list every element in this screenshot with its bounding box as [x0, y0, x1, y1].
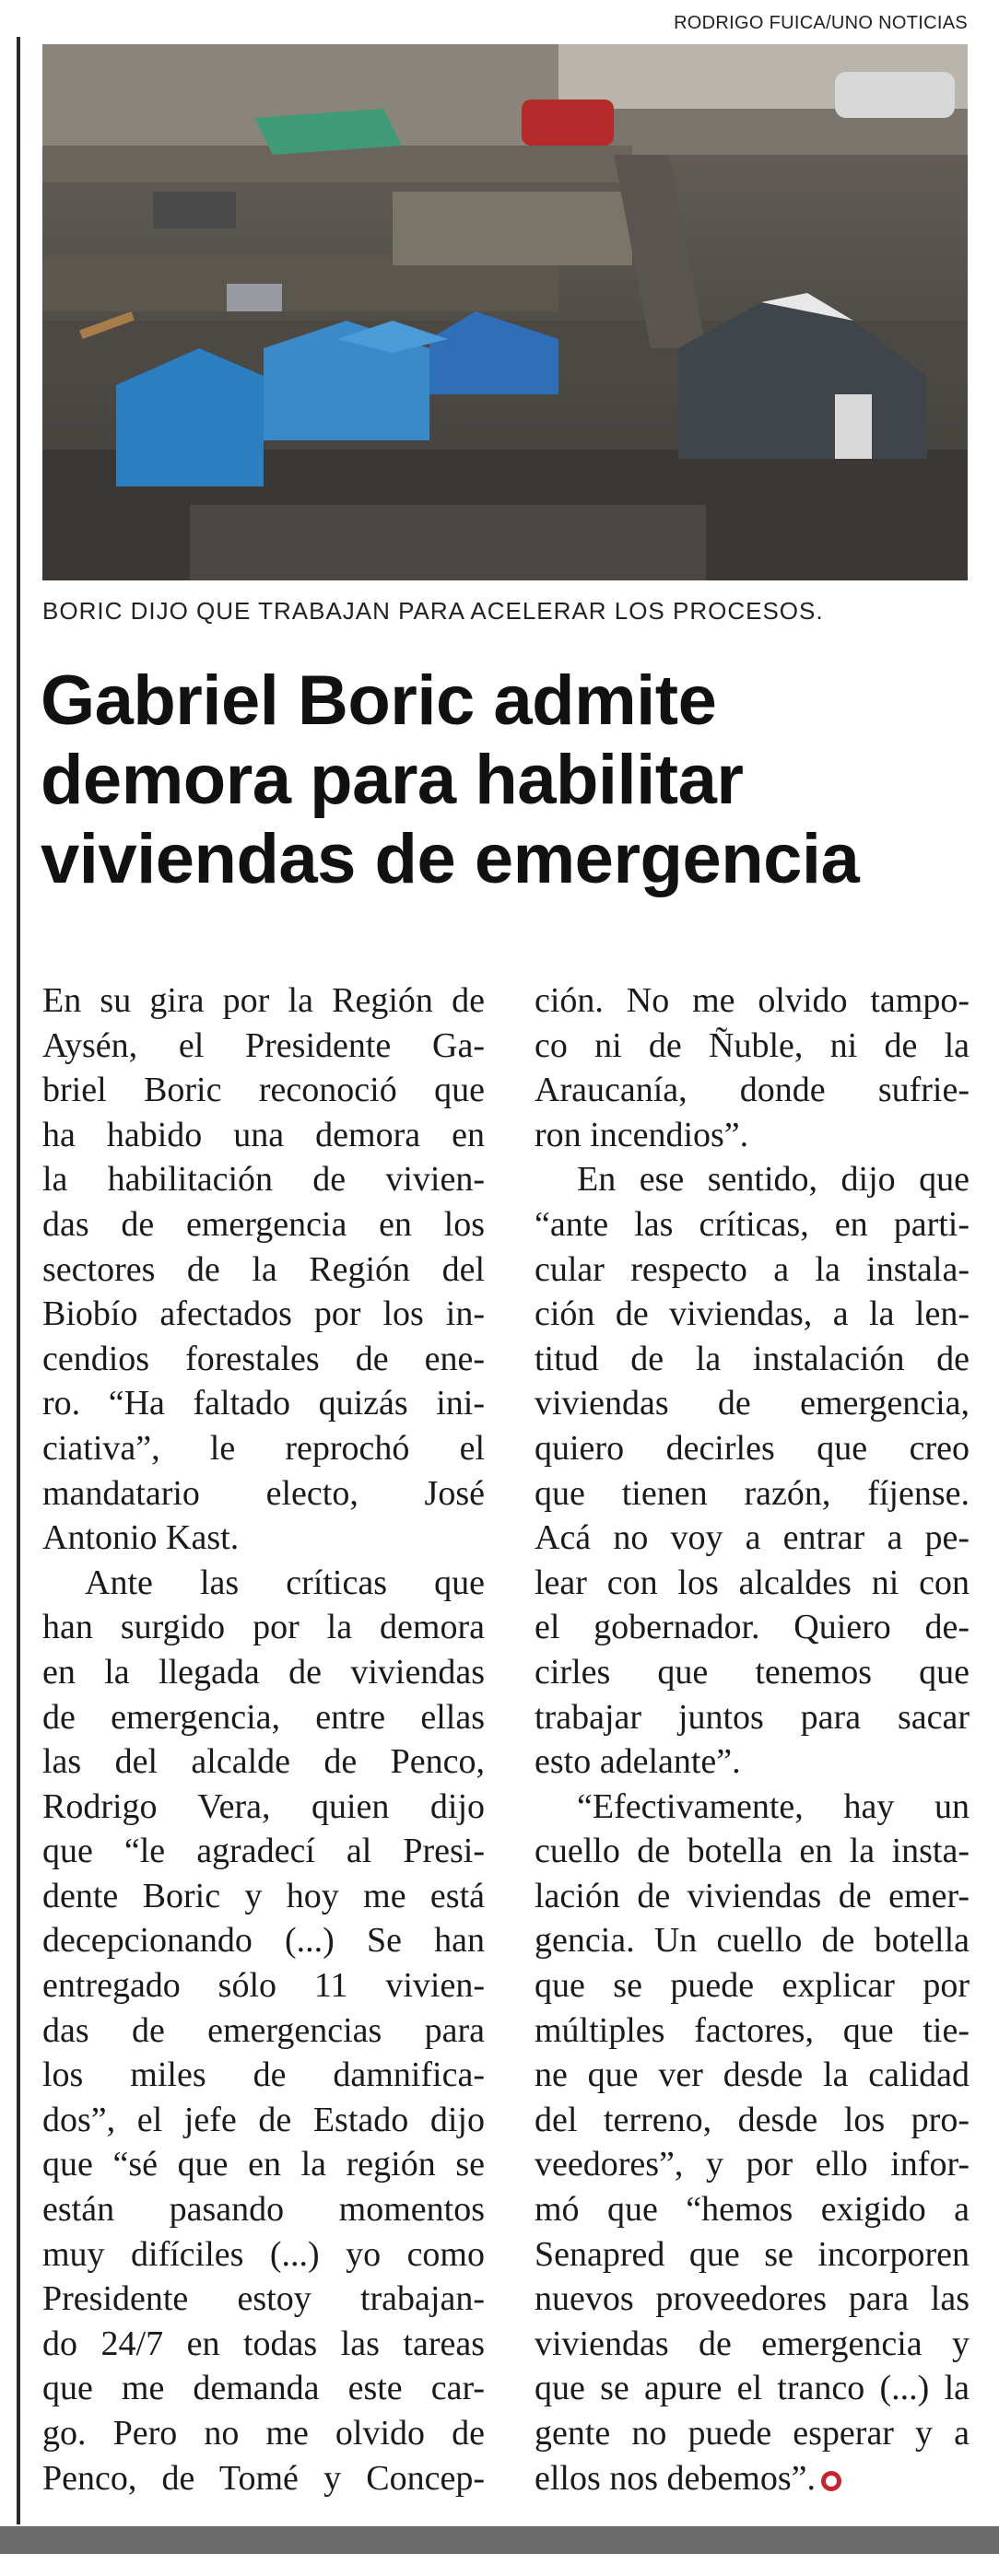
- text-line: que se apure el tranco (...) la: [535, 2369, 970, 2408]
- text-line: titud de la instalación de: [535, 1339, 970, 1378]
- text-line: ha habido una demora en: [42, 1115, 485, 1154]
- text-line: quiero decirles que creo: [535, 1428, 970, 1468]
- text-line: mandatario electo, José: [42, 1473, 485, 1513]
- text-line: briel Boric reconoció que: [42, 1071, 485, 1110]
- news-photo: [42, 44, 968, 580]
- text-line: que tienen razón, fíjense.: [535, 1473, 970, 1513]
- text-line: trabajar juntos para sacar: [535, 1697, 970, 1737]
- text-line: cuello de botella en la insta-: [535, 1832, 970, 1871]
- text-line: están pasando momentos: [42, 2190, 485, 2230]
- text-line: dos”, el jefe de Estado dijo: [42, 2100, 485, 2139]
- text-line: el gobernador. Quiero de-: [535, 1608, 970, 1647]
- text-line: mó que “hemos exigido a: [535, 2190, 970, 2230]
- headline-line: demora para habilitar: [41, 741, 744, 819]
- text-line: que “le agradecí al Presi-: [42, 1832, 485, 1871]
- text-line: das de emergencia en los: [42, 1204, 485, 1244]
- article-column-left: [42, 978, 485, 2500]
- text-line: ron incendios”.: [535, 1115, 749, 1154]
- text-line: gencia. Un cuello de botella: [535, 1921, 970, 1961]
- text-line: ción de viviendas, a la len-: [535, 1294, 970, 1334]
- headline: [41, 662, 971, 899]
- text-line-final: [535, 2456, 970, 2501]
- article-column-right: [535, 978, 970, 2500]
- text-line: Senapred que se incorporen: [535, 2234, 970, 2274]
- text-line: las del alcalde de Penco,: [42, 1742, 485, 1782]
- photo-caption: BORIC DIJO QUE TRABAJAN PARA ACELERAR LOS PROCESOS.: [42, 597, 824, 625]
- text-line: del terreno, desde los pro-: [535, 2100, 970, 2139]
- text-line: en la llegada de viviendas: [42, 1652, 485, 1692]
- text-line-final-text: ellos nos debemos”.: [535, 2458, 817, 2498]
- text-line: viviendas de emergencia y: [535, 2324, 970, 2363]
- text-line: cirles que tenemos que: [535, 1652, 970, 1692]
- text-line: En ese sentido, dijo que: [577, 1160, 970, 1200]
- text-line: go. Pero no me olvido de: [42, 2414, 485, 2453]
- text-line: ne que ver desde la calidad: [535, 2055, 970, 2095]
- text-line: “ante las críticas, en parti-: [535, 1204, 970, 1244]
- text-line: nuevos proveedores para las: [535, 2279, 970, 2319]
- text-line: cendios forestales de ene-: [42, 1339, 485, 1378]
- text-line: Ante las críticas que: [85, 1563, 485, 1602]
- text-line: que se puede explicar por: [535, 1966, 970, 2006]
- text-line: ciativa”, le reprochó el: [42, 1428, 485, 1468]
- end-of-article-icon: [821, 2471, 841, 2491]
- text-line: Aysén, el Presidente Ga-: [42, 1025, 485, 1065]
- text-line: co ni de Ñuble, ni de la: [535, 1025, 970, 1065]
- text-line: Presidente estoy trabajan-: [42, 2279, 485, 2319]
- text-line: veedores”, y por ello infor-: [535, 2145, 970, 2184]
- text-line: lear con los alcaldes ni con: [535, 1563, 970, 1602]
- text-line: Penco, de Tomé y Concep-: [42, 2458, 485, 2498]
- text-line: han surgido por la demora: [42, 1608, 485, 1647]
- text-line: muy difíciles (...) yo como: [42, 2234, 485, 2274]
- text-line: do 24/7 en todas las tareas: [42, 2324, 485, 2363]
- text-line: de emergencia, entre ellas: [42, 1697, 485, 1737]
- text-line: En su gira por la Región de: [42, 981, 485, 1020]
- headline-line: Gabriel Boric admite: [41, 662, 717, 740]
- text-line: esto adelante”.: [535, 1742, 741, 1782]
- text-line: sectores de la Región del: [42, 1249, 485, 1289]
- text-line: cular respecto a la instala-: [535, 1249, 970, 1289]
- text-line: Acá no voy a entrar a pe-: [535, 1518, 970, 1558]
- text-line: la habilitación de vivien-: [42, 1160, 485, 1200]
- column-rule-left: [17, 37, 20, 2524]
- text-line: Biobío afectados por los in-: [42, 1294, 485, 1334]
- headline-line: viviendas de emergencia: [41, 820, 860, 898]
- text-line: gente no puede esperar y a: [535, 2414, 970, 2453]
- photo-credit: RODRIGO FUICA/UNO NOTICIAS: [674, 13, 968, 33]
- text-line: Antonio Kast.: [42, 1518, 240, 1558]
- text-line: que “sé que en la región se: [42, 2145, 485, 2184]
- text-line: entregado sólo 11 vivien-: [42, 1966, 485, 2006]
- text-line: lación de viviendas de emer-: [535, 1876, 970, 1915]
- text-line: que me demanda este car-: [42, 2369, 485, 2408]
- text-line: ción. No me olvido tampo-: [535, 981, 970, 1020]
- text-line: ro. “Ha faltado quizás ini-: [42, 1384, 485, 1423]
- text-line: das de emergencias para: [42, 2010, 485, 2050]
- text-line: decepcionando (...) Se han: [42, 1921, 485, 1961]
- text-line: múltiples factores, que tie-: [535, 2010, 970, 2050]
- page-bottom-rule: [0, 2526, 999, 2554]
- text-line: Araucanía, donde sufrie-: [535, 1071, 970, 1110]
- text-line: “Efectivamente, hay un: [577, 1786, 970, 1826]
- text-line: Rodrigo Vera, quien dijo: [42, 1786, 485, 1826]
- text-line: los miles de damnifica-: [42, 2055, 485, 2095]
- text-line: viviendas de emergencia,: [535, 1384, 970, 1423]
- text-line: dente Boric y hoy me está: [42, 1876, 485, 1915]
